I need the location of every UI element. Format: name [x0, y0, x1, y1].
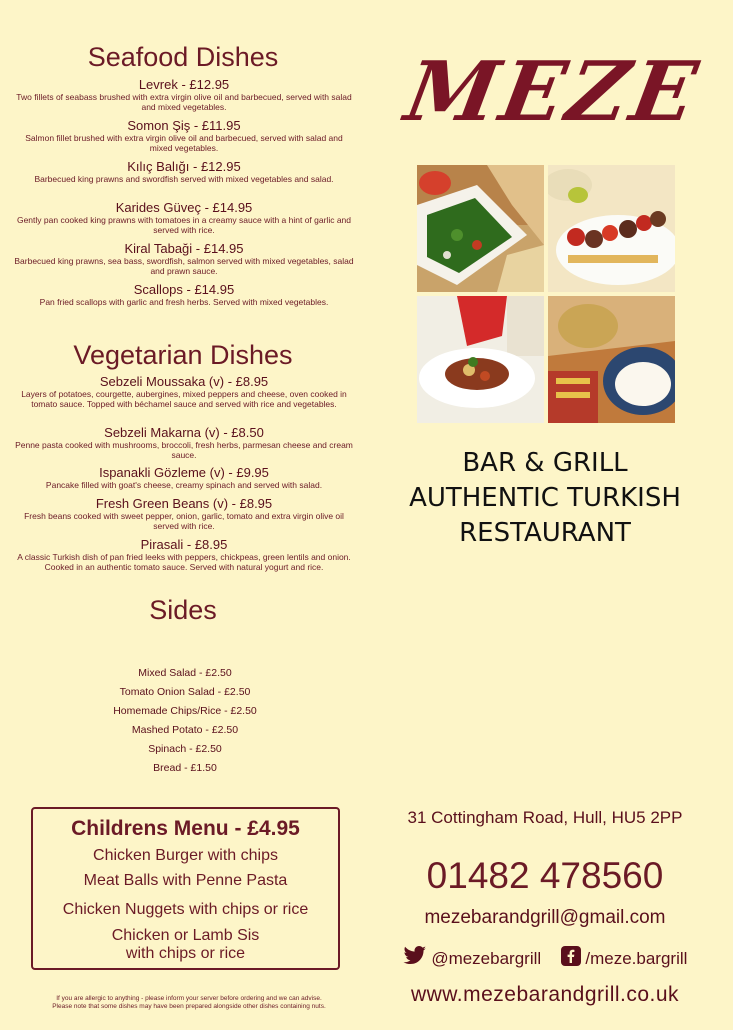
menu-item-description: Barbecued king prawns, sea bass, swordfish, salmon served with mixed vegetables, salad and prawn sauce. [14, 256, 354, 276]
menu-item-name: Scallops - £14.95 [133, 282, 235, 297]
facebook-f-icon [561, 946, 581, 971]
phone-number[interactable]: 01482 478560 [426, 855, 664, 896]
side-item: Bread - £1.50 [153, 762, 217, 774]
tagline-line: AUTHENTIC TURKISH [409, 483, 681, 513]
childrens-menu-item: Chicken Nuggets with chips or rice [62, 901, 309, 918]
side-item: Spinach - £2.50 [148, 743, 222, 755]
menu-item-name: Levrek - £12.95 [138, 77, 230, 92]
menu-item-name: Kiral Tabaği - £14.95 [124, 241, 244, 256]
childrens-menu-title: Childrens Menu - £4.95 [71, 817, 300, 840]
menu-item [14, 465, 354, 490]
menu-item-description: Barbecued king prawns and swordfish served with mixed vegetables and salad. [34, 174, 334, 184]
menu-item-name: Sebzeli Makarna (v) - £8.50 [104, 425, 264, 440]
childrens-menu-item: with chips or rice [125, 945, 246, 962]
facebook-handle[interactable]: /meze.bargrill [585, 948, 688, 968]
menu-item [14, 496, 354, 531]
twitter-bird-icon [403, 946, 427, 971]
website-link[interactable]: www.mezebarandgrill.co.uk [410, 983, 680, 1006]
side-item: Mashed Potato - £2.50 [131, 724, 239, 736]
vegetarian-section-title: Vegetarian Dishes [73, 340, 293, 370]
menu-item [14, 159, 354, 184]
menu-item [14, 241, 354, 276]
menu-item [14, 425, 354, 460]
menu-item-description: Layers of potatoes, courgette, aubergines, mixed peppers and cheese, oven cooked in tomato sauce. Topped with béchamel sauce and served with rice and vegetables. [21, 389, 347, 409]
side-item: Homemade Chips/Rice - £2.50 [113, 705, 257, 717]
tagline-line: BAR & GRILL [462, 448, 628, 478]
allergy-line: Please note that some dishes may have been prepared alongside other dishes containing nuts. [52, 1003, 326, 1010]
allergy-notice [14, 995, 364, 1011]
address: 31 Cottingham Road, Hull, HU5 2PP [407, 808, 683, 827]
menu-item-description: Two fillets of seabass brushed with extra virgin olive oil and barbecued, served with salad and mixed vegetables. [16, 92, 352, 112]
rice-plate-photo [548, 296, 675, 423]
menu-item-description: Salmon fillet brushed with extra virgin olive oil and barbecued, served with salad and mixed vegetables. [25, 133, 343, 153]
childrens-menu-item: Chicken Burger with chips [93, 847, 278, 864]
menu-item [14, 77, 354, 112]
childrens-menu-box [31, 807, 340, 970]
sides-list [0, 664, 370, 778]
menu-item-description: A classic Turkish dish of pan fried leeks with peppers, chickpeas, green lentils and onion. Cooked in an authentic tomato sauce. Served with natural yogurt and rice. [17, 552, 351, 572]
meze-logo: MEZE [398, 44, 708, 140]
menu-item-name: Kılıç Balığı - £12.95 [127, 159, 241, 174]
menu-item-name: Pirasali - £8.95 [140, 537, 228, 552]
childrens-menu-item: Chicken or Lamb Sis [111, 927, 260, 944]
restaurant-tagline [372, 446, 718, 551]
side-item: Tomato Onion Salad - £2.50 [119, 686, 251, 698]
seafood-section-title: Seafood Dishes [87, 42, 279, 72]
menu-item-name: Sebzeli Moussaka (v) - £8.95 [99, 374, 269, 389]
allergy-line: If you are allergic to anything - please inform your server before ordering and we can advise. [56, 995, 322, 1002]
menu-item [14, 374, 354, 409]
menu-item-name: Ispanakli Gözleme (v) - £9.95 [99, 465, 269, 480]
stew-photo [417, 296, 544, 423]
menu-item-name: Somon Şiş - £11.95 [127, 118, 241, 133]
menu-item-description: Penne pasta cooked with mushrooms, broccoli, fresh herbs, parmesan cheese and cream sauce. [15, 440, 353, 460]
kebab-photo [548, 165, 675, 292]
menu-item-description: Gently pan cooked king prawns with tomatoes in a creamy sauce with a hint of garlic and served with rice. [16, 215, 352, 235]
menu-item [14, 200, 354, 235]
sides-section-title: Sides [149, 595, 217, 625]
menu-item [14, 118, 354, 153]
menu-item-description: Fresh beans cooked with sweet pepper, onion, garlic, tomato and extra virgin olive oil served with rice. [24, 511, 344, 531]
childrens-menu-item: Meat Balls with Penne Pasta [83, 872, 288, 889]
menu-item-name: Fresh Green Beans (v) - £8.95 [95, 496, 273, 511]
twitter-handle[interactable]: @mezebargrill [431, 948, 542, 968]
food-photo-collage [417, 165, 675, 423]
email-address[interactable]: mezebarandgrill@gmail.com [424, 907, 666, 928]
menu-item [14, 282, 354, 307]
social-links [372, 946, 718, 971]
menu-item-name: Karides Güveç - £14.95 [115, 200, 253, 215]
menu-item-description: Pan fried scallops with garlic and fresh herbs. Served with mixed vegetables. [39, 297, 329, 307]
menu-item [14, 537, 354, 572]
menu-item-description: Pancake filled with goat's cheese, creamy spinach and served with salad. [45, 480, 323, 490]
tagline-line: RESTAURANT [459, 518, 631, 548]
side-item: Mixed Salad - £2.50 [138, 667, 232, 679]
mezze-photo [417, 165, 544, 292]
